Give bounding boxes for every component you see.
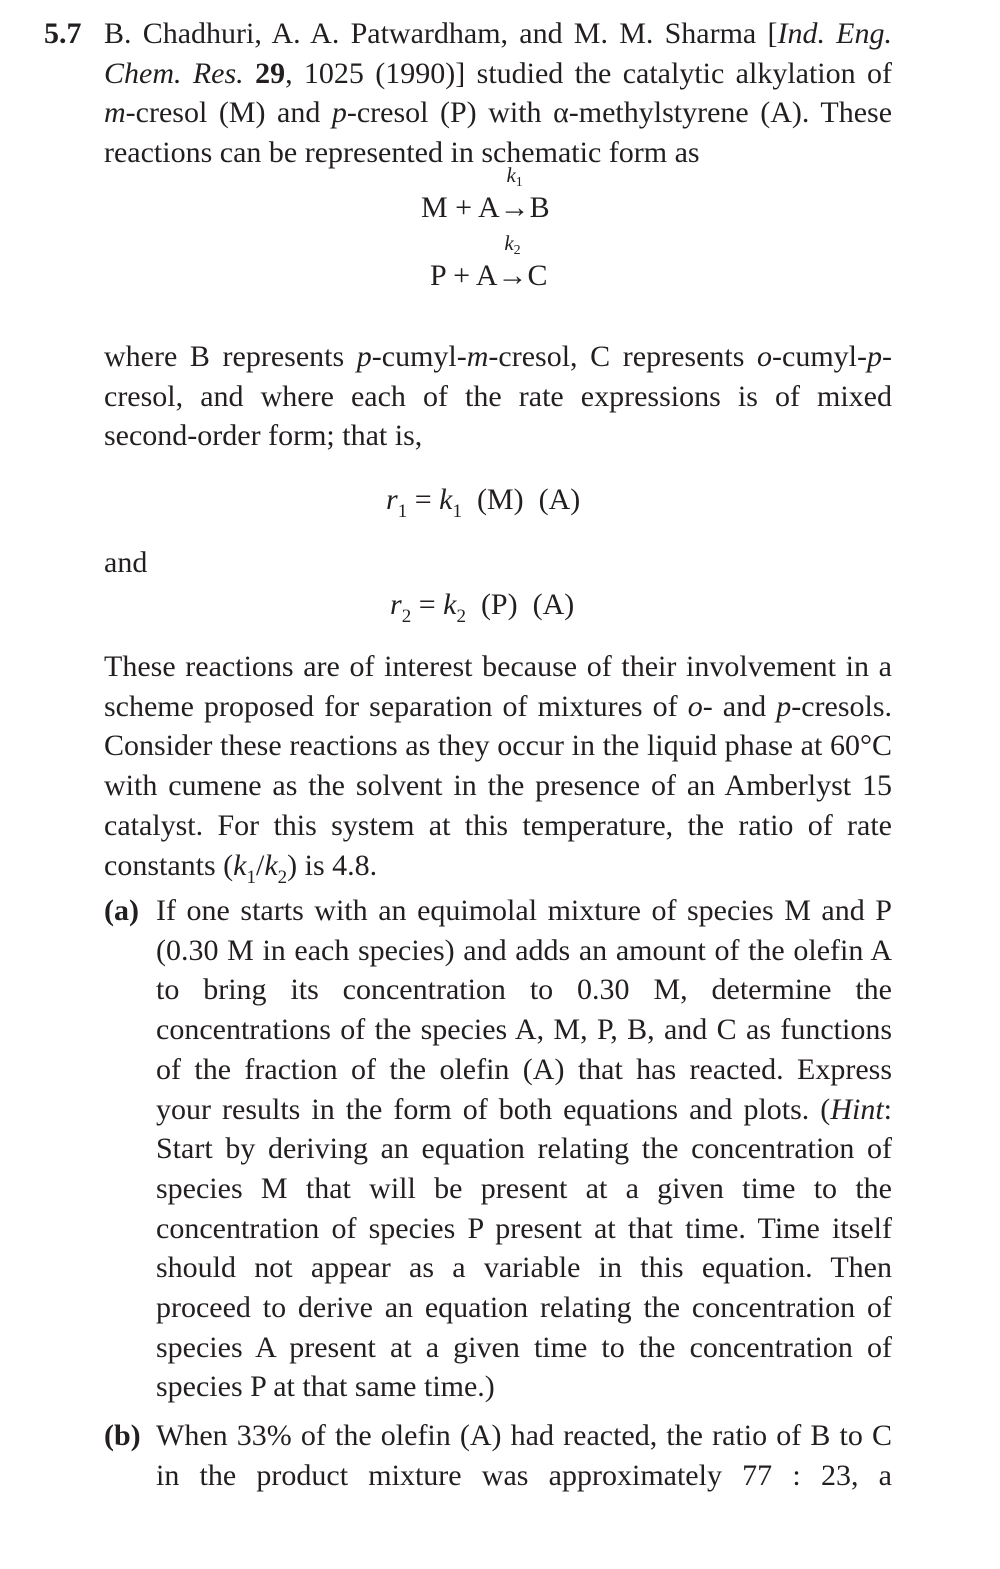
journal-name: Ind. Eng. Chem. Res.: [104, 17, 892, 90]
part-a-label: (a): [104, 894, 139, 927]
reaction-arrow-1: $k_1$ →: [499, 163, 530, 224]
journal-volume: 29: [255, 56, 286, 90]
part-a: [104, 891, 892, 1407]
rate-expression-1: $r_1 = k_1$ (M) (A): [386, 483, 581, 522]
reaction-equation-2: P + A $k_2$ →C: [430, 256, 548, 296]
and-connector: and: [104, 546, 148, 579]
citation-tail: , 1025 (1990)] studied the catalytic alkylation of: [285, 56, 893, 90]
reaction-arrow-2: $k_2$ →: [497, 231, 528, 292]
problem-intro-paragraph: B. Chadhuri, A. A. Patwardham, and M. M. Sharma [Ind. Eng. Chem. Res. 29, 1025 (1990)] studied the catalytic alkylation of m-cresol (M) and p-cresol (P) with α-methylstyrene (A). These reactions can be represented in schematic form as: [104, 17, 893, 170]
reaction-equation-1: M + A $k_1$ →B: [421, 188, 550, 228]
rate-constant-label-2: $k_2$: [504, 231, 521, 258]
part-b-text: When 33% of the olefin (A) had reacted, the ratio of B to C in the product mixture was approximately 77 : 23, a: [156, 1419, 892, 1492]
context-paragraph: These reactions are of interest because of their involvement in a scheme proposed for separation of mixtures of o- and p-cresols. Consider these reactions as they occur in the liquid phase at 60°C with cumene as the solvent in the presence of an Amberlyst 15 catalyst. For this system at this temperature, the ratio of rate constants $(k_1/k_2)$ is 4.8.: [104, 650, 892, 888]
citation-authors: B. Chadhuri, A. A. Patwardham, and M. M. Sharma [: [104, 17, 778, 50]
part-a-text: If one starts with an equimolal mixture of species M and P (0.30 M in each species) and adds an amount of the olefin A to bring its concentration to 0.30 M, determine the concentrations of the species A, M, P, B, and C as functions of the fraction of the olefin (A) that has reacted. Express your results in the form of both equations and plots. (Hint: Start by deriving an equation relating the concentration of species M that will be present at a given time to the concentration of species P present at that time. Time itself should not appear as a variable in this equation. Then proceed to derive an equation relating the concentration of species A present at a given time to the concentration of species P at that same time.): [156, 894, 892, 1404]
rate-constant-label-1: $k_1$: [506, 163, 523, 190]
part-b-label: (b): [104, 1419, 141, 1452]
rate-expression-2: $r_2 = k_2$ (P) (A): [390, 588, 575, 627]
problem-number: 5.7: [44, 17, 82, 50]
product-definition-paragraph: where B represents p-cumyl-m-cresol, C represents o-cumyl-p-cresol, and where each of the rate expressions is of mixed second-order form; that is,: [104, 340, 892, 453]
part-b: [104, 1416, 892, 1495]
